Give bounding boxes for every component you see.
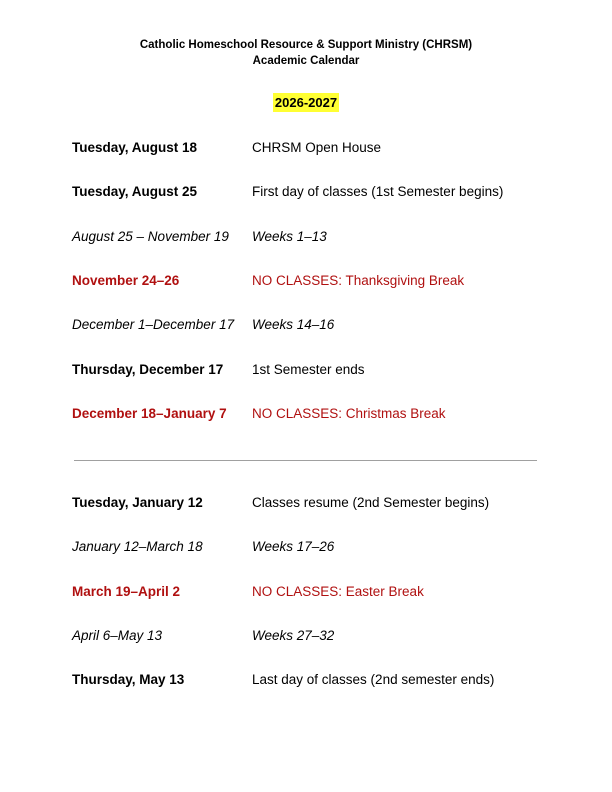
calendar-event: NO CLASSES: Christmas Break (252, 405, 446, 421)
document-header (0, 37, 612, 69)
calendar-row (0, 626, 612, 646)
calendar-row (0, 404, 612, 424)
calendar-event: 1st Semester ends (252, 361, 365, 377)
calendar-date: November 24–26 (72, 272, 180, 288)
calendar-event: Weeks 17–26 (252, 539, 335, 555)
semester-divider (74, 460, 537, 461)
calendar-event: Classes resume (2nd Semester begins) (252, 495, 490, 510)
calendar-date: April 6–May 13 (72, 627, 163, 643)
calendar-event: CHRSM Open House (252, 140, 382, 155)
calendar-date: December 1–December 17 (72, 317, 235, 333)
calendar-row (0, 138, 612, 158)
calendar-date: January 12–March 18 (72, 539, 203, 555)
calendar-date: Tuesday, January 12 (72, 495, 203, 510)
calendar-event: NO CLASSES: Easter Break (252, 583, 424, 599)
calendar-event: Last day of classes (2nd semester ends) (252, 672, 495, 688)
calendar-date: Tuesday, August 18 (72, 140, 198, 155)
calendar-row (0, 670, 612, 690)
calendar-row (0, 227, 612, 247)
calendar-date: Thursday, May 13 (72, 672, 185, 688)
calendar-date: December 18–January 7 (72, 405, 227, 421)
calendar-date: March 19–April 2 (72, 583, 181, 599)
calendar-event: Weeks 1–13 (252, 228, 327, 244)
calendar-row (0, 182, 612, 202)
document-title: Catholic Homeschool Resource & Support Ministry (CHRSM) (139, 39, 473, 51)
calendar-row (0, 315, 612, 335)
document-subtitle: Academic Calendar (252, 55, 360, 67)
calendar-event: NO CLASSES: Thanksgiving Break (252, 272, 465, 288)
calendar-date: August 25 – November 19 (72, 228, 229, 244)
calendar-row (0, 360, 612, 380)
academic-year-wrap (0, 93, 612, 112)
calendar-date: Thursday, December 17 (72, 361, 224, 377)
calendar-row (0, 271, 612, 291)
calendar-row (0, 493, 612, 513)
calendar-event: Weeks 14–16 (252, 317, 335, 333)
calendar-row (0, 582, 612, 602)
calendar-date: Tuesday, August 25 (72, 184, 198, 200)
calendar-event: Weeks 27–32 (252, 627, 335, 643)
academic-year: 2026-2027 (274, 95, 338, 110)
calendar-event: First day of classes (1st Semester begins) (252, 184, 504, 200)
calendar-row (0, 537, 612, 557)
